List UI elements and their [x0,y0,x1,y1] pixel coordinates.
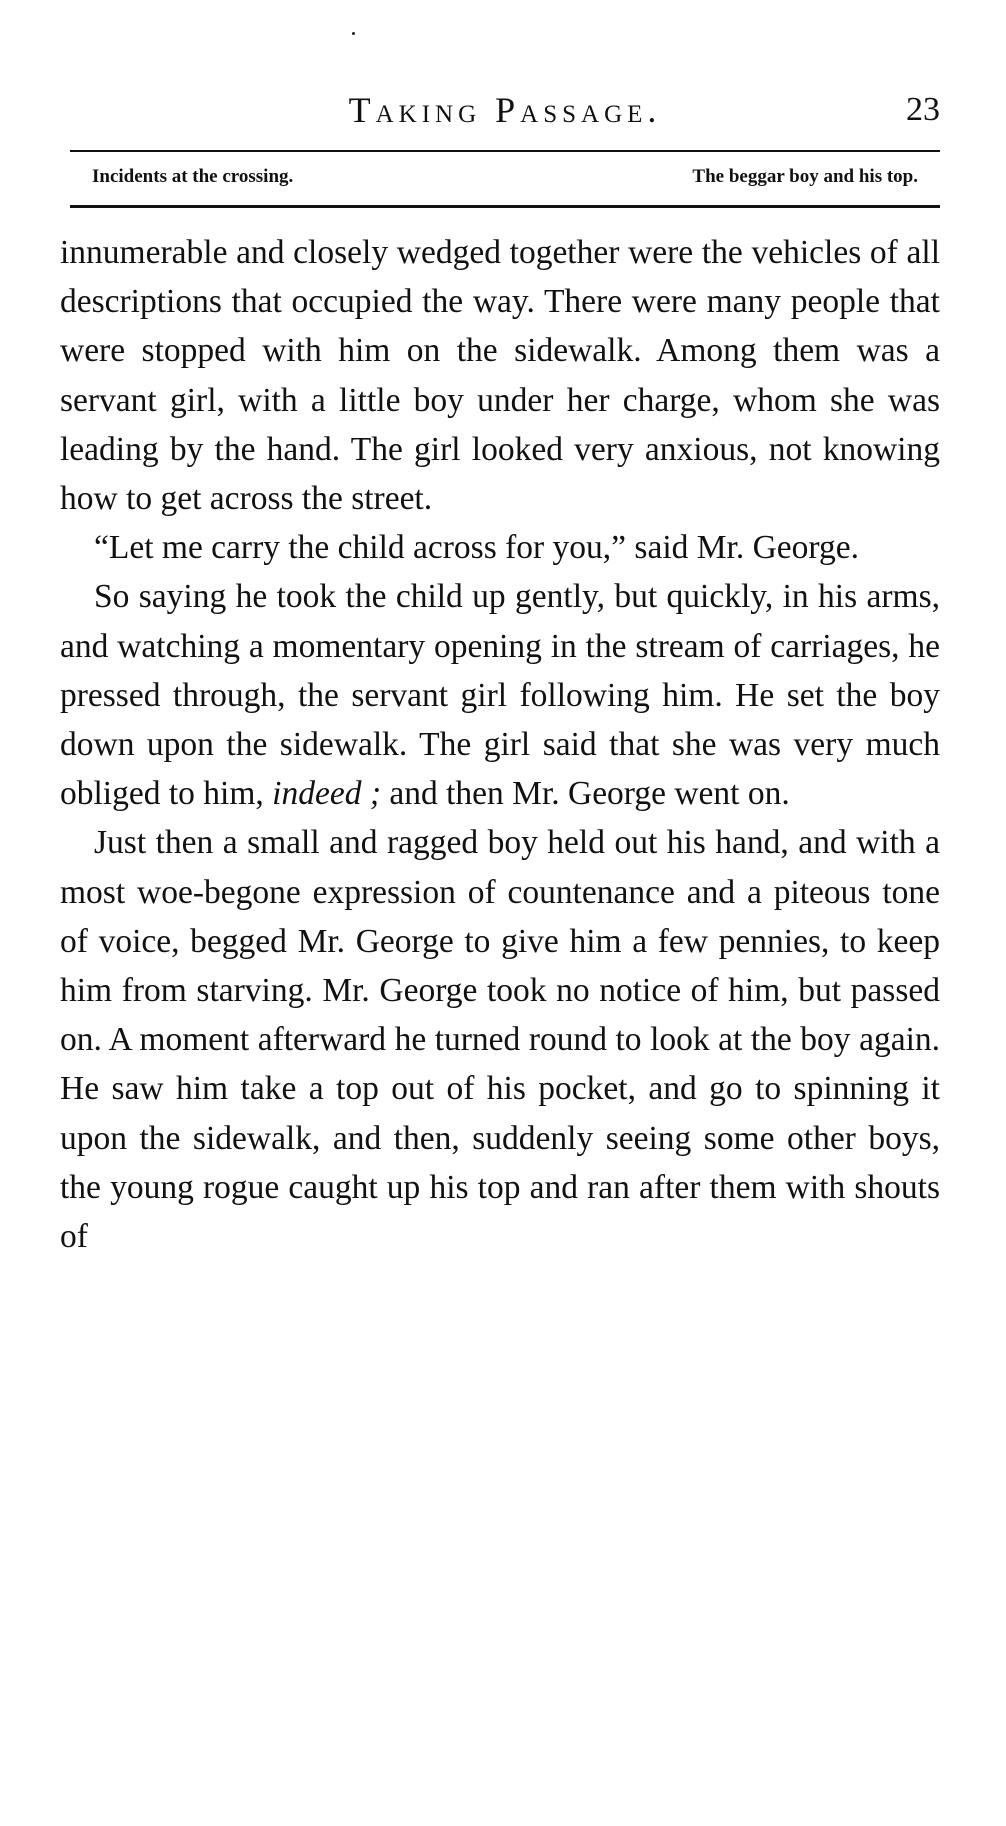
paragraph-4: Just then a small and ragged boy held out his hand, and with a most woe-begone expression of countenance and a piteous tone of voice, begged Mr. George to give him a few pennies, to keep him from starving. Mr. George took no notice of him, but passed on. A moment afterward he turned round to look at the boy again. He saw him take a top out of his pocket, and go to spinning it upon the sidewalk, and then, suddenly seeing some other boys, the young rogue caught up his top and ran after them with shouts of [60,824,940,1256]
paragraph-3-text-before: So saying he took the child up gently, but quickly, in his arms, and watching a momentary opening in the stream of carriages, he pressed through, the servant girl following him. He set the boy down upon the sidewalk. The girl said that she was very much obliged to him, [60,578,940,813]
subheader-left: Incidents at the crossing. [92,166,294,187]
paragraph-3 [60,572,940,818]
subheader-right: The beggar boy and his top. [692,166,918,187]
paragraph-3-emphasis: indeed ; [272,775,381,813]
header-rule-bottom [70,205,940,208]
header-rule-top [70,150,940,152]
running-head [70,88,940,132]
paragraph-1: innumerable and closely wedged together were the vehicles of all descriptions that occupied the way. There were many people that were stopped with him on the sidewalk. Among them was a servant girl, with a little boy under her charge, whom she was leading by the hand. The girl looked very anxious, not knowing how to get across the street. [60,234,940,518]
ink-speck [352,32,355,35]
paragraph-2: “Let me carry the child across for you,” said Mr. George. [94,529,859,567]
body-text [60,228,940,1261]
paragraph-3-text-after: and then Mr. George went on. [380,775,790,813]
page-title: Taking Passage. [348,90,662,130]
subheader [92,162,918,192]
page-number: 23 [906,91,940,128]
